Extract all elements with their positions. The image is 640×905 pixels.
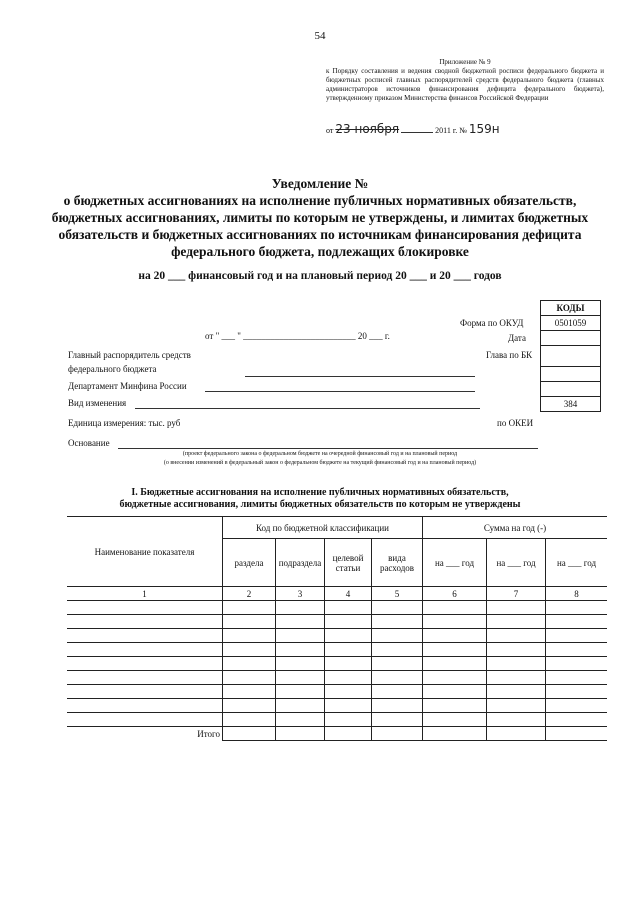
- appendix-block: [326, 58, 604, 103]
- budget-table: [67, 516, 607, 741]
- from-date-line: от " ___ " _________________________ 20 ___ г.: [205, 331, 390, 341]
- table-row: [67, 643, 607, 657]
- num-7: 7: [487, 587, 546, 601]
- change-code-cell: [541, 382, 601, 397]
- num-5: 5: [372, 587, 423, 601]
- basis-note-2: (о внесении изменений в федеральный закон о федеральном бюджете на текущий финансовый год и на плановый период): [163, 460, 477, 466]
- col-name-header: Наименование показателя: [67, 517, 223, 587]
- order-year: 2011 г. №: [435, 126, 467, 135]
- sum-group-header: Сумма на год (-): [423, 517, 608, 539]
- table-row: [67, 657, 607, 671]
- sub-col-subsection: подраздела: [276, 539, 325, 587]
- date-code-cell: [541, 331, 601, 346]
- num-6: 6: [423, 587, 487, 601]
- chief-manager-label: Главный распорядитель средств: [68, 350, 191, 360]
- total-label: Итого: [67, 727, 223, 741]
- notice-subtitle: о бюджетных ассигнованиях на исполнение публичных нормативных обязательств, бюджетных ассигнованиях, лимиты по которым не утверждены, и лимитах бюджетных обязательств и бюджетных ассигнованиях по источникам финансирования дефицита федерального бюджета, подлежащих блокировке: [51, 193, 589, 259]
- department-line: [205, 391, 475, 392]
- table-row: [67, 671, 607, 685]
- section-title-1: I. Бюджетные ассигнования на исполнение публичных нормативных обязательств,: [131, 487, 509, 498]
- num-4: 4: [325, 587, 372, 601]
- table-row: [67, 685, 607, 699]
- order-number: 159н: [468, 122, 500, 136]
- notice-title: Уведомление №: [271, 176, 369, 191]
- date-label: Дата: [508, 333, 526, 343]
- num-3: 3: [276, 587, 325, 601]
- chief-manager-line: [245, 376, 475, 377]
- codes-box: [540, 300, 601, 412]
- page-number: 54: [314, 30, 326, 42]
- chief-manager-label-2: федерального бюджета: [68, 364, 157, 374]
- num-8: 8: [546, 587, 608, 601]
- basis-note-1: (проект федерального закона о федеральном бюджете на очередной финансовый год и на плановый период: [182, 451, 458, 457]
- sub-col-year-2: на ___ год: [487, 539, 546, 587]
- total-row: [67, 727, 607, 741]
- form-okud-label: Форма по ОКУД: [460, 318, 524, 328]
- appendix-text: к Порядку составления и ведения сводной бюджетной росписи федерального бюджета и бюджетных росписей главных распорядителей средств федерального бюджета (главных администраторов источников финансирования дефицита федерального бюджета), утвержденному приказом Министерства финансов Российской Федерации: [326, 67, 604, 102]
- table-row: [67, 615, 607, 629]
- dept-code-cell: [541, 367, 601, 382]
- table-row: [67, 699, 607, 713]
- num-2: 2: [223, 587, 276, 601]
- table-row: [67, 601, 607, 615]
- order-prefix: от: [326, 126, 334, 135]
- change-type-label: Вид изменения: [68, 398, 127, 408]
- okud-code: 0501059: [541, 316, 601, 331]
- period-line: на 20 ___ финансовый год и на плановый период 20 ___ и 20 ___ годов: [138, 270, 502, 282]
- sub-col-expense-type: вида расходов: [372, 539, 423, 587]
- chapter-bk-label: Глава по БК: [486, 350, 533, 360]
- appendix-title: Приложение № 9: [439, 58, 491, 66]
- sub-col-year-1: на ___ год: [423, 539, 487, 587]
- order-line: [326, 122, 500, 136]
- basis-line: [118, 448, 538, 449]
- sub-col-section: раздела: [223, 539, 276, 587]
- department-label: Департамент Минфина России: [68, 381, 187, 391]
- section-title-2: бюджетные ассигнования, лимиты бюджетных обязательств по которым не утверждены: [119, 499, 521, 510]
- okei-label: по ОКЕИ: [497, 418, 534, 428]
- chapter-bk-cell: [541, 346, 601, 367]
- order-date: 23 ноября: [335, 122, 400, 136]
- okei-code: 384: [541, 397, 601, 412]
- basis-label: Основание: [68, 438, 110, 448]
- unit-label: Единица измерения: тыс. руб: [68, 418, 181, 428]
- codes-title: КОДЫ: [541, 301, 601, 316]
- sub-col-target: целевой статьи: [325, 539, 372, 587]
- table-row: [67, 629, 607, 643]
- sub-col-year-3: на ___ год: [546, 539, 608, 587]
- num-1: 1: [67, 587, 223, 601]
- change-type-line: [135, 408, 480, 409]
- kbk-group-header: Код по бюджетной классификации: [223, 517, 423, 539]
- table-row: [67, 713, 607, 727]
